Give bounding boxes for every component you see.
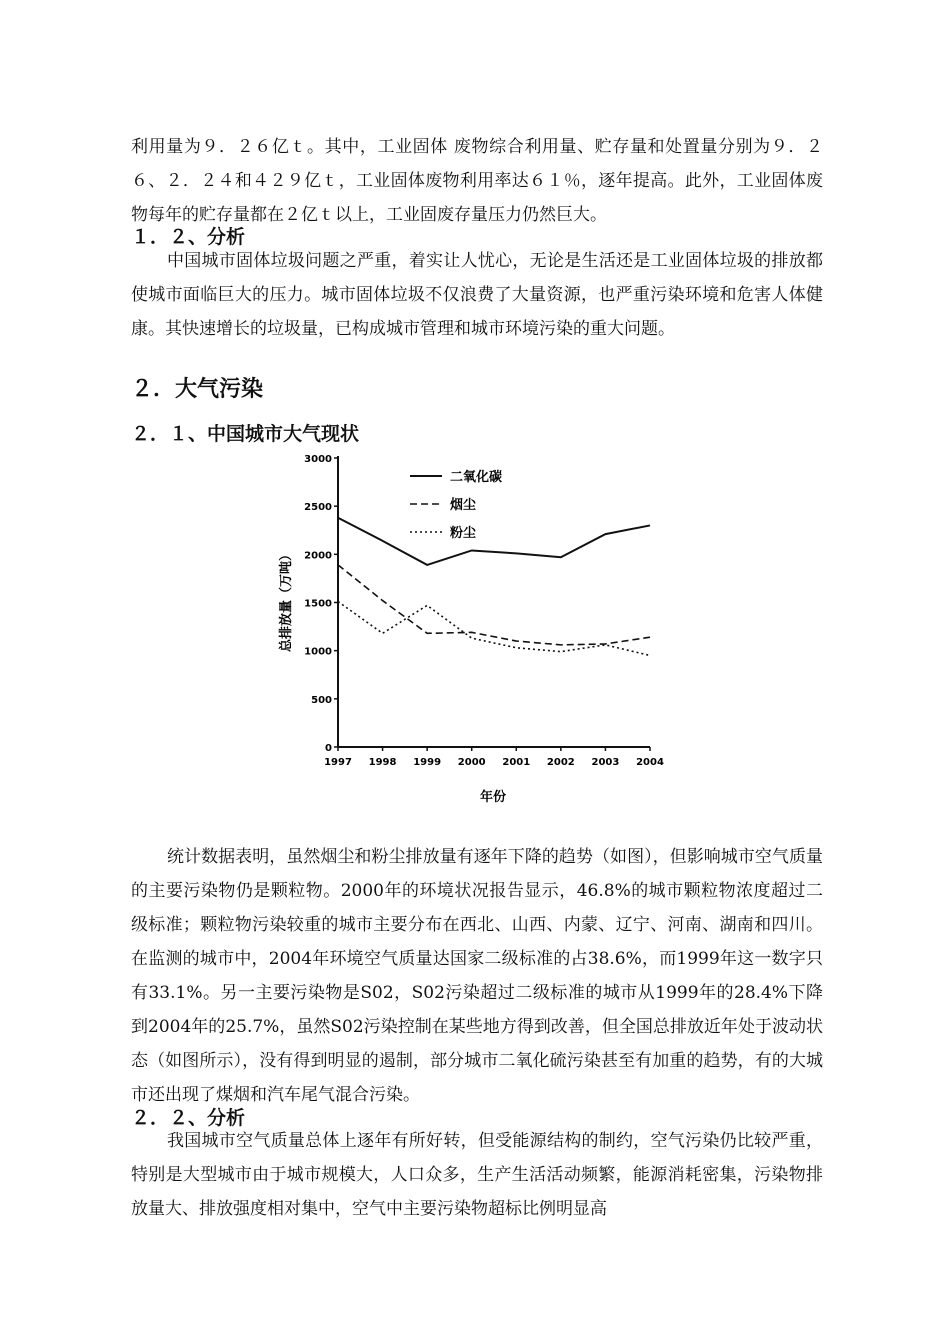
- series-line-2: [338, 602, 650, 656]
- y-axis-label: 总排放量（万吨）: [279, 547, 294, 653]
- paragraph-1-2: 中国城市固体垃圾问题之严重，着实让人忧心，无论是生活还是工业固体垃圾的排放都使城市面临巨大的压力。城市固体垃圾不仅浪费了大量资源，也严重污染环境和危害人体健康。其快速增长的垃圾量，已构成城市管理和城市环境污染的重大问题。: [131, 251, 823, 339]
- x-tick-label: 1999: [413, 757, 442, 768]
- chart-legend: [410, 469, 502, 541]
- y-tick-label: 1000: [304, 646, 332, 658]
- x-tick-label: 2000: [457, 757, 486, 768]
- y-tick-label: 2000: [304, 550, 332, 562]
- section-2-1: [131, 419, 823, 446]
- x-tick-label: 2002: [546, 757, 575, 768]
- x-tick-label: 2003: [591, 757, 620, 768]
- paragraph-2-2: 我国城市空气质量总体上逐年有所好转，但受能源结构的制约，空气污染仍比较严重，特别是大型城市由于城市规模大，人口众多，生产生活活动频繁，能源消耗密集，污染物排放量大、排放强度相对集中，空气中主要污染物超标比例明显高: [131, 1131, 823, 1219]
- y-ticks: [304, 454, 338, 754]
- heading-2-2: ２．２、分析: [131, 1107, 246, 1129]
- x-axis-label: 年份: [479, 790, 507, 805]
- paragraph-1-2-block: [131, 244, 823, 346]
- paragraph-2-2-block: [131, 1124, 823, 1226]
- y-tick-label: 2500: [304, 502, 332, 514]
- x-tick-label: 2001: [502, 757, 531, 768]
- legend-label-2: 粉尘: [450, 526, 477, 541]
- y-tick-label: 3000: [304, 454, 332, 465]
- x-tick-label: 1997: [324, 757, 352, 768]
- y-tick-label: 1500: [304, 598, 332, 610]
- paragraph-2-1-block: [131, 840, 823, 1112]
- legend-label-1: 烟尘: [450, 498, 477, 513]
- y-tick-label: 0: [325, 743, 332, 754]
- paragraph-2-1: 统计数据表明，虽然烟尘和粉尘排放量有逐年下降的趋势（如图），但影响城市空气质量的主要污染物仍是颗粒物。2000年的环境状况报告显示，46.8%的城市颗粒物浓度超过二级标准；颗粒物污染较重的城市主要分布在西北、山西、内蒙、辽宁、河南、湖南和四川。在监测的城市中，2004年环境空气质量达国家二级标准的占38.6%，而1999年这一数字只有33.1%。另一主要污染物是S02，S02污染超过二级标准的城市从1999年的28.4%下降到2004年的25.7%，虽然S02污染控制在某些地方得到改善，但全国总排放近年处于波动状态（如图所示），没有得到明显的遏制，部分城市二氧化硫污染甚至有加重的趋势，有的大城市还出现了煤烟和汽车尾气混合污染。: [131, 847, 823, 1105]
- section-2: [131, 372, 823, 403]
- series-line-1: [338, 565, 650, 645]
- heading-2-1: ２．１、中国城市大气现状: [131, 423, 360, 445]
- series-lines: [338, 518, 650, 656]
- paragraph-solid-waste-stats: 利用量为９．２６亿ｔ。其中，工业固体 废物综合利用量、贮存量和处置量分别为９．２６、２．２４和４２９亿ｔ，工业固体废物利用率达６１％，逐年提高。此外，工业固体废物每年的贮存量都在２亿ｔ以上，工业固废存量压力仍然巨大。: [131, 137, 823, 225]
- x-tick-label: 2004: [636, 757, 664, 768]
- x-tick-label: 1998: [368, 757, 397, 768]
- y-tick-label: 500: [311, 694, 332, 706]
- legend-label-0: 二氧化碳: [450, 470, 503, 485]
- series-line-0: [338, 518, 650, 565]
- x-ticks: [324, 747, 664, 768]
- heading-2: ２．大气污染: [131, 376, 264, 402]
- heading-1-2: １．２、分析: [131, 226, 246, 248]
- paragraph-top: [131, 130, 823, 232]
- emissions-line-chart: [260, 450, 700, 810]
